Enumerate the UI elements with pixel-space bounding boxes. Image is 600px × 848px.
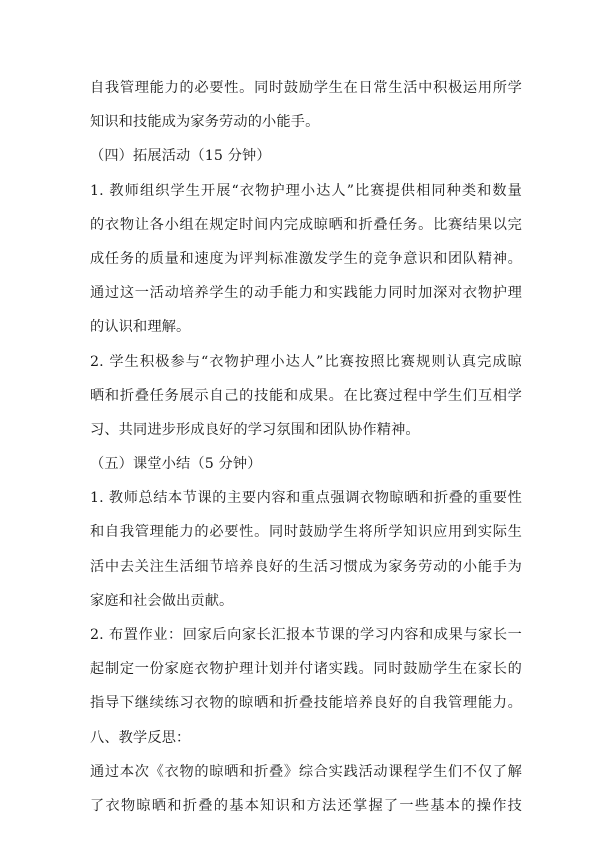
paragraph-line: 通过本次《衣物的晾晒和折叠》综合实践活动课程学生们不仅了解 [90,763,522,780]
paragraph-line: 家庭和社会做出贡献。 [90,592,234,609]
paragraph-line: 晒和折叠任务展示自己的技能和成果。在比赛过程中学生们互相学 [90,387,522,404]
paragraph-line: 起制定一份家庭衣物护理计划并付诸实践。同时鼓励学生在家长的 [90,661,522,678]
section-heading-class-summary: （五）课堂小结（5 分钟） [90,456,262,473]
paragraph-line: 自我管理能力的必要性。同时鼓励学生在日常生活中积极运用所学 [90,80,522,96]
paragraph-line: 2. 学生积极参与“衣物护理小达人”比赛按照比赛规则认真完成晾 [90,353,522,370]
paragraph-line: 1. 教师总结本节课的主要内容和重点强调衣物晾晒和折叠的重要性 [90,490,522,507]
paragraph-line: 习、共同进步形成良好的学习氛围和团队协作精神。 [90,421,420,438]
paragraph-line: 的衣物让各小组在规定时间内完成晾晒和折叠任务。比赛结果以完 [90,216,522,233]
section-heading-extension-activity: （四）拓展活动（15 分钟） [90,148,271,165]
paragraph-line: 活中去关注生活细节培养良好的生活习惯成为家务劳动的小能手为 [90,558,522,575]
paragraph-line: 2. 布置作业：回家后向家长汇报本节课的学习内容和成果与家长一 [90,627,522,643]
document-body [90,71,522,823]
paragraph-line: 和自我管理能力的必要性。同时鼓励学生将所学知识应用到实际生 [90,524,522,541]
paragraph-line: 通过这一活动培养学生的动手能力和实践能力同时加深对衣物护理 [90,285,522,302]
paragraph-line: 1. 教师组织学生开展“衣物护理小达人”比赛提供相同种类和数量 [90,182,522,199]
paragraph-line: 指导下继续练习衣物的晾晒和折叠技能培养良好的自我管理能力。 [90,695,522,712]
section-heading-teaching-reflection: 八、教学反思： [90,729,191,746]
paragraph-line: 的认识和理解。 [90,319,191,336]
paragraph-line: 了衣物晾晒和折叠的基本知识和方法还掌握了一些基本的操作技 [90,797,522,814]
paragraph-line: 知识和技能成为家务劳动的小能手。 [90,114,320,131]
paragraph-line: 成任务的质量和速度为评判标准激发学生的竞争意识和团队精神。 [90,250,522,267]
